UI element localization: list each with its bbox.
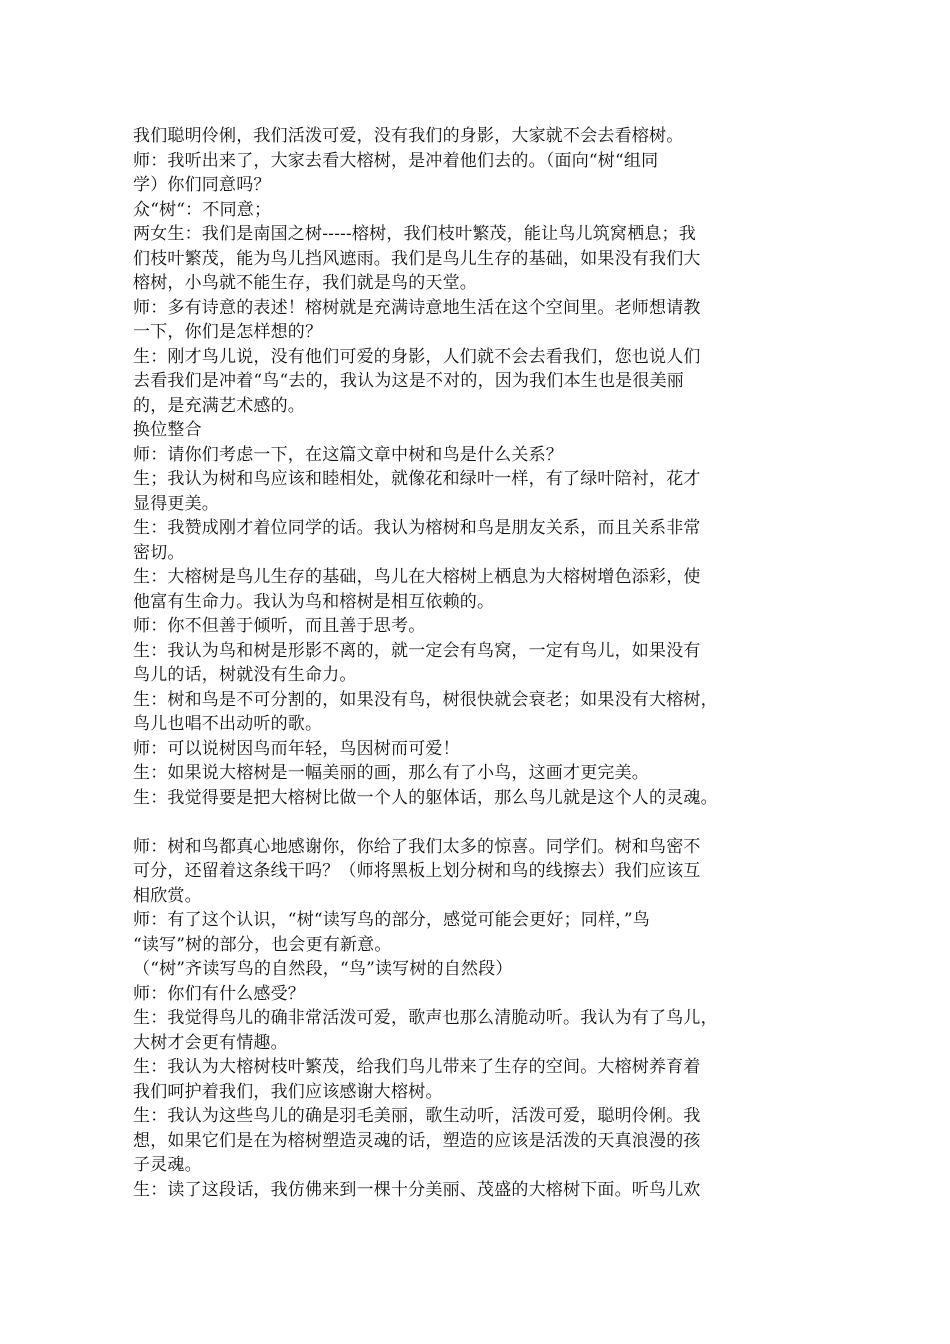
text-line: 生：我认为鸟和树是形影不离的，就一定会有鸟窝，一定有鸟儿，如果没有	[133, 640, 701, 661]
text-line: 子灵魂。	[133, 1155, 202, 1175]
document-body	[133, 124, 803, 1202]
text-line: 显得更美。	[133, 493, 219, 514]
blank-line	[133, 810, 803, 835]
text-line: 的，是充满艺术感的。	[133, 395, 305, 416]
text-line: 师：可以说树因鸟而年轻，鸟因树而可爱！	[133, 738, 460, 759]
text-line: 想，如果它们是在为榕树塑造灵魂的话，塑造的应该是活泼的天真浪漫的孩	[133, 1130, 701, 1151]
text-line: 一下，你们是怎样想的？	[133, 322, 323, 342]
text-line: 师：有了这个认识，“树“读写鸟的部分，感觉可能会更好；同样，”鸟	[133, 910, 650, 930]
text-line: 生；我认为树和鸟应该和睦相处，就像花和绿叶一样，有了绿叶陪衬，花才	[133, 469, 701, 489]
text-line: 鸟儿的话，树就没有生命力。	[133, 665, 357, 685]
text-line: 两女生：我们是南国之树-----榕树，我们枝叶繁茂，能让鸟儿筑窝栖息；我	[133, 224, 696, 244]
text-line: 他富有生命力。我认为鸟和榕树是相互依赖的。	[133, 591, 495, 612]
text-line: 大树才会更有情趣。	[133, 1032, 288, 1053]
text-line: 师：多有诗意的表述！榕树就是充满诗意地生活在这个空间里。老师想请教	[133, 297, 701, 318]
text-line: 师：你们有什么感受？	[133, 983, 305, 1004]
text-line: 榕树，小鸟就不能生存，我们就是鸟的天堂。	[133, 273, 477, 293]
text-line: 师：树和鸟都真心地感谢你，你给了我们太多的惊喜。同学们。树和鸟密不	[133, 836, 701, 857]
text-line: 学）你们同意吗？	[133, 175, 271, 195]
text-line: 生：如果说大榕树是一幅美丽的画，那么有了小鸟，这画才更完美。	[133, 763, 649, 783]
text-line: 鸟儿也唱不出动听的歌。	[133, 714, 323, 734]
text-line: 生：树和鸟是不可分割的，如果没有鸟，树很快就会衰老；如果没有大榕树，	[133, 689, 718, 710]
text-line: 们枝叶繁茂，能为鸟儿挡风遮雨。我们是鸟儿生存的基础，如果没有我们大	[133, 248, 701, 269]
text-line: （“树”齐读写鸟的自然段，“鸟”读写树的自然段）	[133, 959, 513, 979]
text-line: 我们聪明伶俐，我们活泼可爱，没有我们的身影，大家就不会去看榕树。	[133, 126, 684, 146]
text-line: 生：我认为这些鸟儿的确是羽毛美丽，歌生动听，活泼可爱，聪明伶俐。我	[133, 1106, 701, 1126]
text-line: “读写”树的部分，也会更有新意。	[133, 934, 392, 955]
text-line: 生：我觉得鸟儿的确非常活泼可爱，歌声也那么清脆动听。我认为有了鸟儿，	[133, 1008, 718, 1028]
text-line: 可分，还留着这条线干吗？（师将黑板上划分树和鸟的线擦去）我们应该互	[133, 861, 701, 881]
text-line: 师：你不但善于倾听，而且善于思考。	[133, 616, 426, 636]
text-line: 密切。	[133, 542, 185, 563]
text-line: 师：我听出来了，大家去看大榕树，是冲着他们去的。（面向“树“组同	[133, 150, 659, 171]
text-line: 去看我们是冲着“鸟“去的，我认为这是不对的，因为我们本生也是很美丽	[133, 371, 684, 391]
text-line: 生：刚才鸟儿说，没有他们可爱的身影，人们就不会去看我们，您也说人们	[133, 346, 701, 367]
text-line: 生：我觉得要是把大榕树比做一个人的躯体话，那么鸟儿就是这个人的灵魂。	[133, 787, 718, 808]
text-line: 众“树“：不同意；	[133, 199, 272, 220]
text-line: 相欣赏。	[133, 885, 202, 906]
text-line: 我们呵护着我们，我们应该感谢大榕树。	[133, 1081, 443, 1102]
text-line: 生：大榕树是鸟儿生存的基础，鸟儿在大榕树上栖息为大榕树增色添彩，使	[133, 567, 701, 587]
text-line: 换位整合	[133, 420, 202, 440]
text-line: 生：我赞成刚才着位同学的话。我认为榕树和鸟是朋友关系，而且关系非常	[133, 518, 701, 538]
text-line: 生：我认为大榕树枝叶繁茂，给我们鸟儿带来了生存的空间。大榕树养育着	[133, 1057, 701, 1077]
text-line: 师：请你们考虑一下，在这篇文章中树和鸟是什么关系？	[133, 444, 563, 465]
text-line: 生：读了这段话，我仿佛来到一棵十分美丽、茂盛的大榕树下面。听鸟儿欢	[133, 1179, 701, 1200]
